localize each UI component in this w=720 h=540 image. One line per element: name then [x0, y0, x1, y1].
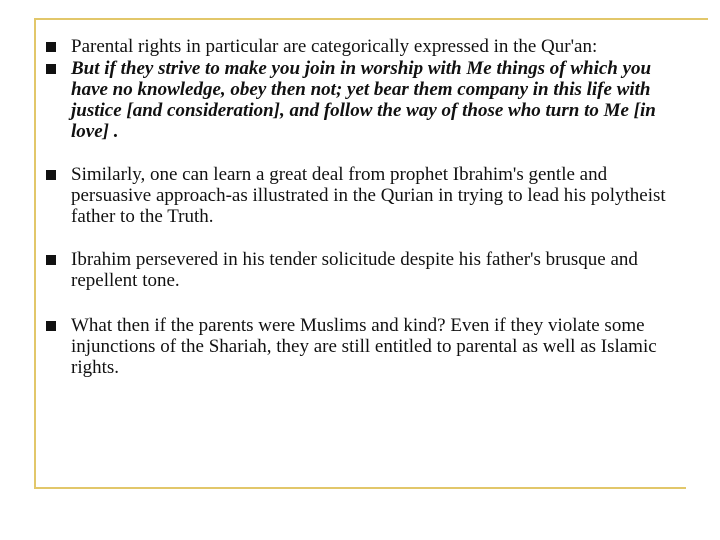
square-bullet-icon — [46, 64, 56, 74]
list-item — [46, 36, 686, 57]
bullet-list — [46, 36, 686, 378]
bullet-text: Similarly, one can learn a great deal from prophet Ibrahim's gentle and persuasive approach-as illustrated in the Qurian in trying to lead his polytheist father to the Truth. — [71, 164, 666, 227]
square-bullet-icon — [46, 255, 56, 265]
list-item — [46, 164, 686, 227]
quran-quote: But if they strive to make you join in worship with Me things of which you have no knowledge, obey then not; yet bear them company in this life with justice [and consideration], and follow the way of those who turn to Me [in love] . — [71, 58, 656, 142]
bullet-text: Ibrahim persevered in his tender solicitude despite his father's brusque and repellent tone. — [71, 249, 638, 291]
square-bullet-icon — [46, 170, 56, 180]
decorative-vertical-rule — [34, 18, 36, 488]
bullet-text: Parental rights in particular are categorically expressed in the Qur'an: — [71, 36, 598, 57]
square-bullet-icon — [46, 321, 56, 331]
list-item — [46, 315, 686, 378]
square-bullet-icon — [46, 42, 56, 52]
list-item — [46, 249, 686, 291]
bullet-text: What then if the parents were Muslims and kind? Even if they violate some injunctions of the Shariah, they are still entitled to parental as well as Islamic rights. — [71, 315, 657, 378]
decorative-bottom-rule — [34, 487, 686, 489]
list-item — [46, 58, 686, 142]
decorative-top-rule — [34, 18, 708, 20]
